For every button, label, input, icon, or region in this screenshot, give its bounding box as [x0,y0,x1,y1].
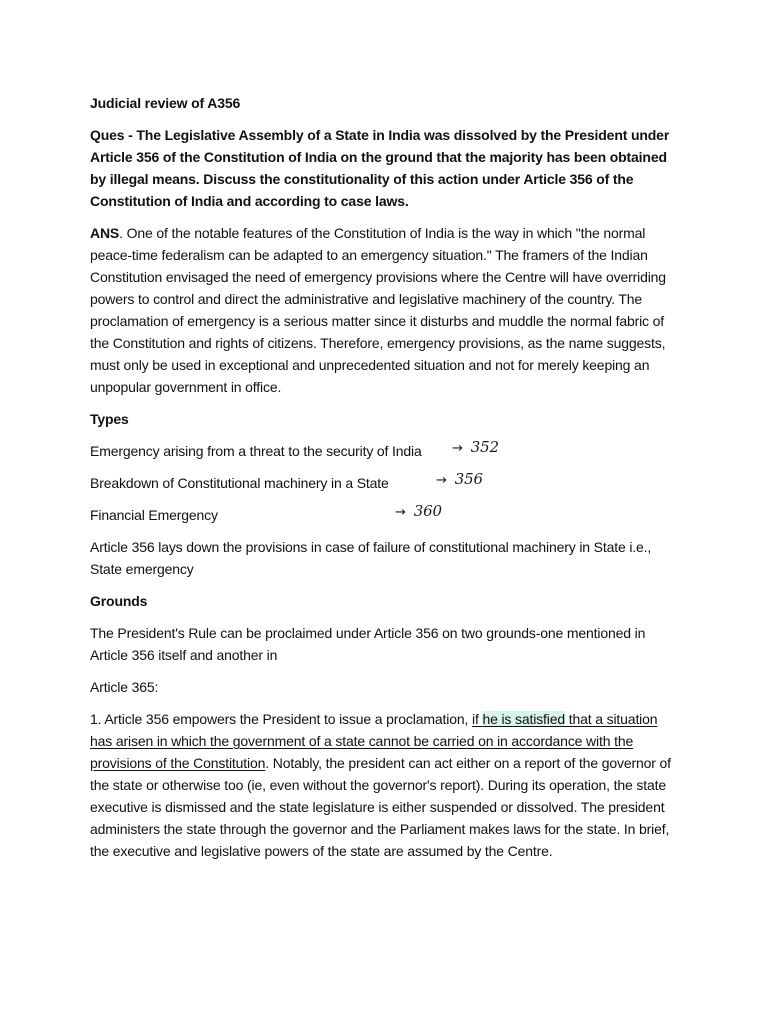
underlined-phrase: that a situation has arisen in which the government of a state cannot be carried on in accordance with the provisions of the Constitution [90,711,658,771]
point-1-lead: 1. Article 356 empowers the President to issue a proclamation, [90,711,472,727]
type-row-financial [90,504,682,526]
article-number-note: 360 [413,502,442,520]
arrow-icon: → [436,473,447,488]
document-page [90,92,682,872]
type-row-state [90,472,682,494]
highlighted-phrase: he is satisfied [482,711,566,727]
arrow-icon: → [395,505,406,520]
article-number-note: 356 [454,470,483,488]
point-1-paragraph [90,708,682,862]
answer-label: ANS [90,225,120,241]
arrow-icon: → [452,441,463,456]
handwritten-note [436,468,483,492]
article-number-note: 352 [470,438,499,456]
point-1-rest: . Notably, the president can act either on a report of the governor of the state or otherwise too (ie, even without the governor's report). During its operation, the state executive is dismissed and the state legislature is either suspended or dissolved. The president administers the state through the governor and the Parliament makes laws for the state. In brief, the executive and legislative powers of the state are assumed by the Centre. [90,755,671,859]
answer-text: . One of the notable features of the Constitution of India is the way in which "the normal peace-time federalism can be adapted to an emergency situation." The framers of the Indian Constitution envisaged the need of emergency provisions where the Centre will have overriding powers to control and direct the administrative and legislative machinery of the country. The proclamation of emergency is a serious matter since it disturbs and muddle the normal fabric of the Constitution and rights of citizens. Therefore, emergency provisions, as the name suggests, must only be used in exceptional and unprecedented situation and not for merely keeping an unpopular government in office. [90,225,666,395]
article-365-line: Article 365: [90,679,159,695]
type-label: Breakdown of Constitutional machinery in a State [90,475,389,491]
underlined-phrase-start: if [471,711,483,727]
grounds-heading: Grounds [90,593,148,609]
grounds-paragraph: The President's Rule can be proclaimed under Article 356 on two grounds-one mentioned in Article 356 itself and another in [90,625,646,663]
document-title: Judicial review of A356 [90,95,241,111]
answer-paragraph [90,222,682,398]
handwritten-note [395,500,442,524]
handwritten-note [452,436,499,460]
types-heading: Types [90,411,129,427]
type-label: Emergency arising from a threat to the security of India [90,443,422,459]
question-paragraph: Ques - The Legislative Assembly of a State in India was dissolved by the President under Article 356 of the Constitution of India on the ground that the majority has been obtained by illegal means. Discuss the constitutionality of this action under Article 356 of the Constitution of India and according to case laws. [90,127,670,209]
article-356-paragraph: Article 356 lays down the provisions in case of failure of constitutional machinery in State i.e., State emergency [90,539,652,577]
type-row-national [90,440,682,462]
type-label: Financial Emergency [90,507,218,523]
